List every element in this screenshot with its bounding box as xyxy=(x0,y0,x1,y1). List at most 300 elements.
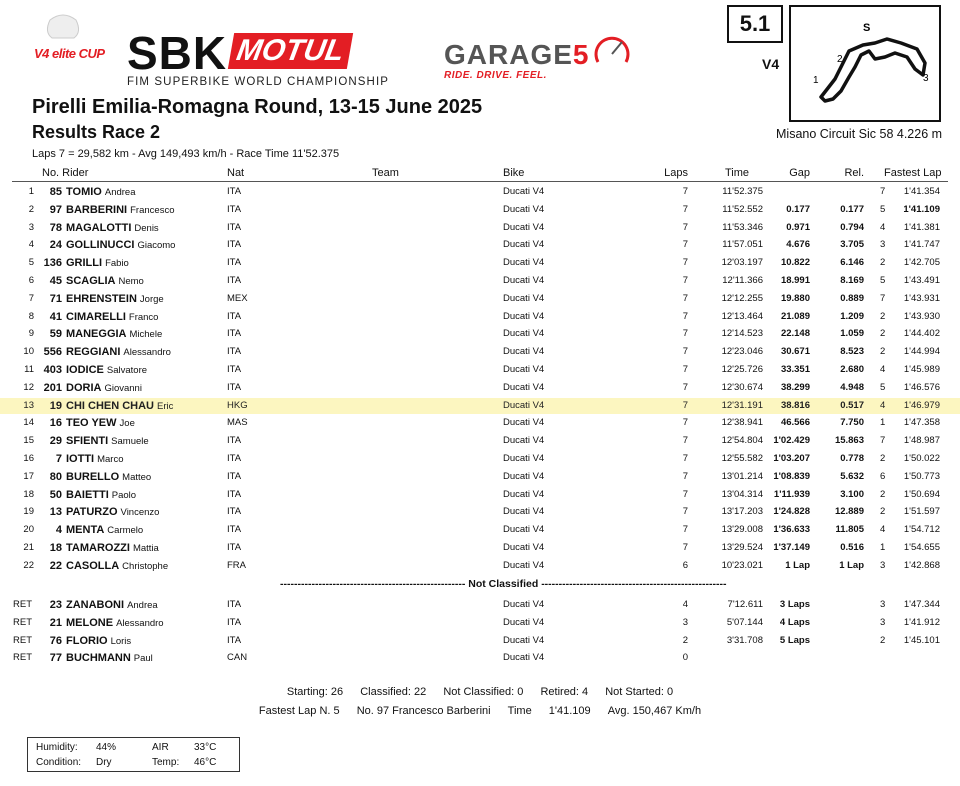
cell-fastest-lap-time: 1'42.868 xyxy=(903,559,940,571)
cell-relative-gap: 7.750 xyxy=(840,417,864,429)
cell-laps: 7 xyxy=(682,292,688,304)
cell-fastest-lap-time: 1'43.931 xyxy=(903,292,940,304)
cell-bike: Ducati V4 xyxy=(503,634,545,646)
rider-first-name: Carmelo xyxy=(107,525,144,537)
fastest-lap-time-label: Time xyxy=(507,705,532,717)
cell-fastest-lap-time: 1'41.381 xyxy=(903,221,940,233)
table-row xyxy=(0,309,960,325)
cell-gap: 33.351 xyxy=(780,364,810,375)
cell-relative-gap: 1.209 xyxy=(840,310,864,322)
cell-race-time: 11'52.552 xyxy=(722,203,763,215)
cell-position: 15 xyxy=(23,435,34,447)
rider-last-name: GRILLI xyxy=(66,257,103,270)
cell-gap: 1'11.939 xyxy=(773,488,810,500)
cell-rider xyxy=(66,309,158,326)
cell-bike: Ducati V4 xyxy=(503,399,545,411)
cell-gap: 5 Laps xyxy=(779,634,810,646)
cell-fastest-lap-number: 4 xyxy=(880,221,886,233)
rider-first-name: Salvatore xyxy=(106,365,148,376)
col-team: Team xyxy=(372,167,399,179)
cell-position: 8 xyxy=(28,310,34,322)
cell-nationality: ITA xyxy=(227,488,242,500)
cell-relative-gap: 8.523 xyxy=(840,346,864,358)
rider-first-name: Fabio xyxy=(105,258,129,270)
cell-bike: Ducati V4 xyxy=(503,542,545,553)
cell-gap: 18.991 xyxy=(780,275,810,286)
cell-relative-gap: 5.632 xyxy=(840,470,864,482)
cell-rider-number: 21 xyxy=(49,616,62,629)
cell-laps: 3 xyxy=(682,616,688,628)
cell-laps: 4 xyxy=(682,599,688,610)
cell-relative-gap: 0.794 xyxy=(840,221,864,233)
cell-fastest-lap-number: 5 xyxy=(880,203,886,215)
cell-relative-gap: 0.517 xyxy=(840,399,864,411)
rider-first-name: Samuele xyxy=(111,436,149,448)
cell-bike: Ducati V4 xyxy=(503,364,545,375)
cell-race-time: 12'54.804 xyxy=(721,435,763,447)
motul-wordmark: MOTUL xyxy=(228,33,353,69)
cell-relative-gap: 1.059 xyxy=(840,328,864,340)
cell-nationality: ITA xyxy=(227,221,242,233)
cell-laps: 7 xyxy=(682,417,688,429)
cell-nationality: ITA xyxy=(227,599,242,610)
cell-position: 3 xyxy=(28,221,34,233)
rider-last-name: CHI CHEN CHAU xyxy=(66,399,154,412)
cell-fastest-lap-time: 1'46.576 xyxy=(903,381,940,393)
cell-fastest-lap-time: 1'44.402 xyxy=(903,328,940,340)
race-summary: Laps 7 = 29,582 km - Avg 149,493 km/h - Race Time 11'52.375 xyxy=(32,148,340,160)
table-row xyxy=(0,487,960,503)
cell-fastest-lap-time: 1'45.989 xyxy=(903,364,940,375)
cell-rider-number: 16 xyxy=(49,417,62,430)
cell-nationality: ITA xyxy=(227,453,242,464)
cell-position: 12 xyxy=(23,381,34,393)
cell-fastest-lap-number: 3 xyxy=(880,599,886,610)
cell-rider xyxy=(66,398,173,415)
air-value: 33°C xyxy=(194,742,217,753)
cell-position: RET xyxy=(13,599,32,610)
rider-last-name: EHRENSTEIN xyxy=(66,292,137,305)
cell-laps: 7 xyxy=(682,470,688,482)
cell-nationality: ITA xyxy=(227,381,242,393)
temp-label: Temp: xyxy=(152,757,180,768)
cell-position: 6 xyxy=(28,275,34,286)
cell-bike: Ducati V4 xyxy=(503,239,545,251)
rider-first-name: Giovanni xyxy=(104,382,142,394)
cell-gap: 1'37.149 xyxy=(773,542,810,553)
cell-fastest-lap-time: 1'41.747 xyxy=(903,239,940,251)
table-row xyxy=(0,650,960,666)
entry-stats xyxy=(0,686,960,698)
cell-rider-number: 85 xyxy=(49,186,62,198)
cell-relative-gap: 0.889 xyxy=(840,292,864,304)
sbk-subtitle: FIM SUPERBIKE WORLD CHAMPIONSHIP xyxy=(127,76,390,88)
header-divider xyxy=(12,181,948,182)
cell-gap: 10.822 xyxy=(780,257,810,269)
cell-rider xyxy=(66,558,168,575)
cell-bike: Ducati V4 xyxy=(503,186,545,197)
cell-laps: 7 xyxy=(682,381,688,393)
rider-last-name: BUCHMANN xyxy=(66,652,131,665)
cell-fastest-lap-number: 4 xyxy=(880,399,886,411)
rider-last-name: FLORIO xyxy=(66,634,108,647)
cell-position: 2 xyxy=(28,203,34,215)
cell-race-time: 13'01.214 xyxy=(721,470,763,482)
cell-laps: 7 xyxy=(682,239,688,251)
cell-fastest-lap-number: 1 xyxy=(880,542,886,553)
rider-last-name: CIMARELLI xyxy=(66,310,126,323)
stat-not-started: Not Started: 0 xyxy=(605,686,674,698)
svg-text:S: S xyxy=(863,22,871,34)
rider-last-name: TOMIO xyxy=(66,186,102,198)
cell-position: 4 xyxy=(28,239,34,251)
cell-race-time: 12'14.523 xyxy=(721,328,763,340)
rider-last-name: BURELLO xyxy=(66,470,120,483)
rider-last-name: ZANABONI xyxy=(66,599,125,611)
cell-rider-number: 59 xyxy=(49,328,62,341)
cell-fastest-lap-time: 1'50.694 xyxy=(903,488,940,500)
cell-fastest-lap-time: 1'46.979 xyxy=(903,399,940,411)
table-row xyxy=(0,597,960,613)
fastest-lap-avg: Avg. 150,467 Km/h xyxy=(607,705,702,717)
svg-text:2: 2 xyxy=(837,54,843,65)
table-row xyxy=(0,184,960,200)
cell-rider xyxy=(66,291,164,308)
cell-rider-number: 136 xyxy=(43,257,62,270)
cell-nationality: ITA xyxy=(227,203,242,215)
cell-fastest-lap-time: 1'48.987 xyxy=(903,435,940,447)
cell-rider xyxy=(66,184,136,201)
table-row xyxy=(0,380,960,396)
cell-race-time: 12'03.197 xyxy=(721,257,763,269)
cell-rider xyxy=(66,237,175,254)
cell-laps: 7 xyxy=(682,221,688,233)
cell-laps: 7 xyxy=(682,310,688,322)
cell-rider xyxy=(66,522,143,539)
cell-nationality: MEX xyxy=(227,292,248,304)
cell-fastest-lap-number: 2 xyxy=(880,453,886,464)
cell-nationality: ITA xyxy=(227,435,242,447)
cell-gap: 30.671 xyxy=(780,346,810,358)
cell-fastest-lap-number: 2 xyxy=(880,328,886,340)
cell-nationality: ITA xyxy=(227,275,242,286)
cell-gap: 21.089 xyxy=(780,310,810,322)
cell-rider-number: 45 xyxy=(49,275,62,287)
sbk-motul-logo xyxy=(127,27,390,88)
rider-last-name: TAMAROZZI xyxy=(66,542,130,554)
cell-rider xyxy=(66,633,131,650)
rider-first-name: Joe xyxy=(119,418,135,430)
cell-laps: 7 xyxy=(682,328,688,340)
cell-bike: Ducati V4 xyxy=(503,417,545,429)
table-header xyxy=(0,167,960,181)
cell-relative-gap: 1 Lap xyxy=(839,559,864,571)
rider-first-name: Loris xyxy=(110,635,132,647)
cell-bike: Ducati V4 xyxy=(503,524,545,536)
results-title: Results Race 2 xyxy=(32,122,161,142)
cell-bike: Ducati V4 xyxy=(503,203,545,215)
cell-gap: 1'02.429 xyxy=(773,435,810,447)
col-gap: Gap xyxy=(789,167,810,179)
rider-first-name: Nemo xyxy=(118,276,144,287)
cell-laps: 7 xyxy=(682,257,688,269)
cell-race-time: 11'57.051 xyxy=(722,239,763,251)
cell-relative-gap: 0.778 xyxy=(840,453,864,464)
rider-last-name: MELONE xyxy=(66,616,114,629)
cell-fastest-lap-number: 2 xyxy=(880,257,886,269)
cell-rider xyxy=(66,650,153,667)
cell-bike: Ducati V4 xyxy=(503,559,545,571)
rider-first-name: Matteo xyxy=(122,471,152,483)
cell-gap: 1 Lap xyxy=(785,559,810,571)
cell-rider-number: 22 xyxy=(49,559,62,572)
table-row xyxy=(0,522,960,538)
table-row xyxy=(0,504,960,520)
cell-fastest-lap-time: 1'54.712 xyxy=(903,524,940,536)
table-row xyxy=(0,451,960,467)
event-title: Pirelli Emilia-Romagna Round, 13-15 June 2025 xyxy=(32,96,483,118)
rider-last-name: REGGIANI xyxy=(66,346,121,359)
rider-last-name: DORIA xyxy=(66,381,102,394)
rider-first-name: Paolo xyxy=(111,489,137,501)
cell-fastest-lap-number: 3 xyxy=(880,239,886,251)
cell-nationality: ITA xyxy=(227,542,242,553)
cell-relative-gap: 4.948 xyxy=(840,381,864,393)
cell-position: RET xyxy=(13,616,32,628)
cell-fastest-lap-number: 6 xyxy=(880,470,886,482)
temp-value: 46°C xyxy=(194,757,217,768)
cell-rider-number: 18 xyxy=(49,542,62,554)
cell-relative-gap: 11.805 xyxy=(835,524,864,536)
cell-position: 14 xyxy=(23,417,34,429)
cell-fastest-lap-number: 2 xyxy=(880,634,886,646)
cell-position: 20 xyxy=(23,524,34,536)
cell-rider-number: 24 xyxy=(49,239,62,252)
cell-nationality: MAS xyxy=(227,417,248,429)
cell-rider xyxy=(66,255,129,272)
class-label: V4 xyxy=(762,56,780,72)
cell-rider xyxy=(66,469,151,486)
cell-bike: Ducati V4 xyxy=(503,506,545,518)
cell-bike: Ducati V4 xyxy=(503,221,545,233)
condition-label: Condition: xyxy=(36,757,82,768)
cell-nationality: ITA xyxy=(227,524,242,536)
cell-nationality: ITA xyxy=(227,257,242,269)
stat-not-classified: Not Classified: 0 xyxy=(443,686,524,698)
cell-race-time: 10'23.021 xyxy=(721,559,763,571)
cell-position: RET xyxy=(13,652,32,664)
fastest-lap-rider: No. 97 Francesco Barberini xyxy=(356,705,491,717)
rider-first-name: Denis xyxy=(134,222,159,234)
cell-rider-number: 4 xyxy=(55,524,62,537)
cell-relative-gap: 3.100 xyxy=(840,488,864,500)
col-nat: Nat xyxy=(227,167,245,179)
cell-nationality: HKG xyxy=(227,399,248,411)
cell-rider-number: 80 xyxy=(49,470,62,483)
sbk-wordmark: SBK xyxy=(127,27,228,79)
cell-gap: 46.566 xyxy=(780,417,810,429)
cell-rider-number: 71 xyxy=(49,292,62,305)
cell-position: 16 xyxy=(23,453,34,464)
cell-race-time: 12'30.674 xyxy=(721,381,763,393)
cell-relative-gap: 0.516 xyxy=(840,542,864,553)
cell-race-time: 12'23.046 xyxy=(721,346,763,358)
rider-first-name: Andrea xyxy=(104,187,136,198)
garage51-tagline: RIDE. DRIVE. FEEL. xyxy=(444,70,547,81)
cell-laps: 7 xyxy=(682,488,688,500)
cell-bike: Ducati V4 xyxy=(503,346,545,358)
cell-rider xyxy=(66,344,171,361)
cell-gap: 19.880 xyxy=(780,292,810,304)
cell-race-time: 5'07.144 xyxy=(726,616,763,628)
cell-race-time: 11'52.375 xyxy=(722,186,763,197)
cell-gap: 22.148 xyxy=(780,328,810,340)
cell-rider xyxy=(66,504,159,521)
rider-first-name: Mattia xyxy=(132,543,159,554)
cell-position: 1 xyxy=(28,186,34,197)
cell-relative-gap: 15.863 xyxy=(834,435,864,447)
cell-rider xyxy=(66,415,135,432)
cell-nationality: ITA xyxy=(227,328,242,340)
cell-nationality: ITA xyxy=(227,310,242,322)
cell-race-time: 12'25.726 xyxy=(721,364,763,375)
cell-fastest-lap-number: 2 xyxy=(880,488,886,500)
cell-rider xyxy=(66,202,174,219)
cell-fastest-lap-number: 5 xyxy=(880,275,886,286)
weather-box xyxy=(27,737,240,772)
table-row xyxy=(0,344,960,360)
cell-bike: Ducati V4 xyxy=(503,470,545,482)
fastest-lap-time: 1'41.109 xyxy=(548,705,591,717)
cell-race-time: 3'31.708 xyxy=(726,634,763,646)
col-fastest-lap: Fastest Lap xyxy=(884,167,942,179)
table-row xyxy=(0,255,960,271)
cell-race-time: 13'17.203 xyxy=(721,506,763,518)
misano-circuit-icon xyxy=(791,7,939,120)
cell-laps: 7 xyxy=(682,542,688,553)
cell-nationality: ITA xyxy=(227,470,242,482)
rider-last-name: BARBERINI xyxy=(66,203,128,216)
cell-bike: Ducati V4 xyxy=(503,488,545,500)
cell-rider xyxy=(66,362,147,379)
cell-bike: Ducati V4 xyxy=(503,453,545,464)
cell-fastest-lap-number: 3 xyxy=(880,616,886,628)
cell-gap: 1'36.633 xyxy=(773,524,810,536)
cell-laps: 7 xyxy=(682,399,688,411)
cell-fastest-lap-time: 1'42.705 xyxy=(903,257,940,269)
cell-rider-number: 77 xyxy=(49,652,62,665)
cell-gap: 3 Laps xyxy=(779,599,810,610)
cell-position: RET xyxy=(13,634,32,646)
cell-rider xyxy=(66,326,162,343)
cell-position: 22 xyxy=(23,559,34,571)
table-row xyxy=(0,237,960,253)
cell-fastest-lap-time: 1'50.773 xyxy=(903,470,940,482)
speedometer-icon xyxy=(592,30,632,66)
table-row xyxy=(0,433,960,449)
table-row xyxy=(0,291,960,307)
cell-bike: Ducati V4 xyxy=(503,381,545,393)
rider-first-name: Vincenzo xyxy=(120,507,160,519)
circuit-info: Misano Circuit Sic 58 4.226 m xyxy=(776,127,943,141)
cell-bike: Ducati V4 xyxy=(503,652,545,664)
cell-laps: 7 xyxy=(682,203,688,215)
cell-relative-gap: 3.705 xyxy=(840,239,864,251)
rider-first-name: Paul xyxy=(133,653,153,665)
cell-race-time: 13'29.524 xyxy=(721,542,763,553)
cell-nationality: ITA xyxy=(227,239,242,251)
cell-rider xyxy=(66,540,159,557)
cell-race-time: 12'31.191 xyxy=(721,399,763,411)
rider-last-name: SCAGLIA xyxy=(66,275,116,287)
cell-bike: Ducati V4 xyxy=(503,292,545,304)
rider-first-name: Christophe xyxy=(122,560,169,572)
rider-first-name: Giacomo xyxy=(137,240,176,252)
table-row xyxy=(0,558,960,574)
cell-rider-number: 201 xyxy=(43,381,62,394)
cell-race-time: 12'11.366 xyxy=(722,275,763,286)
stat-starting: Starting: 26 xyxy=(286,686,344,698)
condition-value: Dry xyxy=(96,757,112,768)
cell-fastest-lap-time: 1'41.109 xyxy=(903,203,940,215)
track-map xyxy=(789,5,941,122)
rider-last-name: PATURZO xyxy=(66,506,118,519)
rider-last-name: GOLLINUCCI xyxy=(66,239,135,252)
svg-text:3: 3 xyxy=(923,73,929,84)
garage51-logo: GARAGE5 RIDE. DRIVE. FEEL. xyxy=(444,40,589,81)
cell-position: 19 xyxy=(23,506,34,518)
col-no-rider: No. Rider xyxy=(42,167,89,179)
cell-bike: Ducati V4 xyxy=(503,328,545,340)
table-row xyxy=(0,273,960,289)
cell-position: 11 xyxy=(24,364,34,375)
cell-rider-number: 76 xyxy=(49,634,62,647)
cell-fastest-lap-time: 1'43.930 xyxy=(903,310,940,322)
cell-race-time: 12'12.255 xyxy=(721,292,763,304)
cell-rider-number: 13 xyxy=(49,506,62,519)
rider-last-name: MAGALOTTI xyxy=(66,221,132,234)
rider-first-name: Francesco xyxy=(130,204,175,216)
table-row xyxy=(0,615,960,631)
cell-fastest-lap-time: 1'51.597 xyxy=(903,506,940,518)
cell-fastest-lap-number: 1 xyxy=(880,417,886,429)
cell-rider xyxy=(66,615,164,632)
v4-elite-cup-logo: V4 elite CUP xyxy=(30,12,96,74)
cell-laps: 7 xyxy=(682,435,688,447)
cell-position: 18 xyxy=(23,488,34,500)
cell-gap: 4.676 xyxy=(786,239,810,251)
cell-nationality: CAN xyxy=(227,652,248,664)
table-row xyxy=(0,326,960,342)
cell-position: 17 xyxy=(23,470,34,482)
cell-gap: 1'24.828 xyxy=(773,506,810,518)
cell-rider xyxy=(66,487,136,504)
cell-laps: 0 xyxy=(682,652,688,664)
cell-race-time: 11'53.346 xyxy=(722,221,763,233)
cell-bike: Ducati V4 xyxy=(503,275,545,286)
col-bike: Bike xyxy=(503,167,525,179)
cell-rider xyxy=(66,220,159,237)
table-row xyxy=(0,202,960,218)
table-row xyxy=(0,633,960,649)
cell-race-time: 12'38.941 xyxy=(721,417,763,429)
cell-fastest-lap-number: 7 xyxy=(880,435,886,447)
cell-laps: 7 xyxy=(682,364,688,375)
cell-relative-gap: 2.680 xyxy=(840,364,864,375)
cell-fastest-lap-number: 4 xyxy=(880,364,886,375)
cell-race-time: 13'04.314 xyxy=(721,488,763,500)
document-number: 5.1 xyxy=(727,5,783,43)
